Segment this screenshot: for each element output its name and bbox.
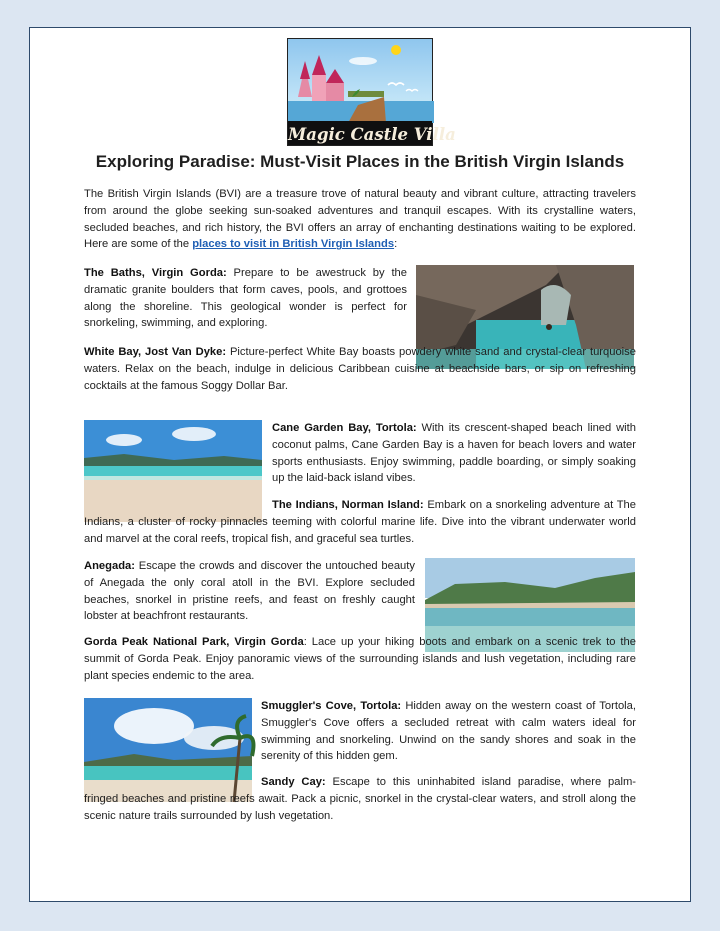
intro-text: The British Virgin Islands (BVI) are a treasure trove of natural beauty and vibrant culture, attracting travelers from around the globe seeking sun-soaked adventures and tranquil escapes. With its crystalline waters, secluded beaches, and rich history, the BVI offers an array of enchanting destinations waiting to be explored. Here are some of the (84, 188, 636, 251)
place-description: Embark on a snorkeling adventure at The Indians, a cluster of rocky pinnacles teeming with colorful marine life. Dive into the vibrant underwater world and marvel at the coral reefs, tropical fish, and graceful sea turtles. (84, 499, 636, 545)
place-name: The Baths, Virgin Gorda: (84, 267, 227, 279)
place-name: Anegada: (84, 560, 135, 572)
place-sandy-cay (84, 774, 636, 824)
place-name: Smuggler's Cove, Tortola: (261, 700, 402, 712)
place-smugglers-cove (261, 698, 636, 765)
magic-castle-villa-logo (287, 38, 456, 146)
place-description: Escape the crowds and discover the untouched beauty of Anegada the only coral atoll in the BVI. Explore secluded beaches, snorkel in pristine reefs, and feast on freshly caught lobster at beachfront restaurants. (84, 560, 415, 623)
intro-paragraph (84, 186, 636, 253)
place-description: Prepare to be awestruck by the dramatic granite boulders that form caves, pools, and grottoes along the shoreline. This geological wonder is perfect for snorkeling, swimming, and exploring. (84, 267, 407, 330)
place-name: White Bay, Jost Van Dyke: (84, 346, 227, 358)
place-description: With its crescent-shaped beach lined with coconut palms, Cane Garden Bay is a haven for beach lovers and water sports enthusiasts. Enjoy swimming, paddle boarding, or simply soaking up the laid-back island vibes. (272, 422, 636, 485)
place-cane-garden-bay (272, 420, 636, 487)
page-title: Exploring Paradise: Must-Visit Places in the British Virgin Islands (95, 152, 625, 171)
place-anegada (84, 558, 415, 625)
place-the-baths (84, 265, 407, 332)
place-name: The Indians, Norman Island: (272, 499, 424, 511)
place-description: : Lace up your hiking boots and embark on a scenic trek to the summit of Gorda Peak. Enjoy panoramic views of the surrounding islands and lush vegetation, including rare plant species endemic to the area. (84, 636, 636, 682)
place-name: Gorda Peak National Park, Virgin Gorda (84, 636, 304, 648)
place-white-bay (84, 344, 636, 394)
place-the-indians (84, 497, 636, 547)
place-description: Hidden away on the western coast of Tortola, Smuggler's Cove offers a secluded retreat with calm waters ideal for swimming and snorkeling. Unwind on the sandy shores and soak in the serenity of this hidden gem. (261, 700, 636, 763)
intro-end: : (394, 238, 398, 251)
place-name: Cane Garden Bay, Tortola: (272, 422, 417, 434)
place-gorda-peak (84, 634, 636, 684)
place-description: Escape to this uninhabited island paradise, where palm-fringed beaches and pristine reefs await. Pack a picnic, snorkel in the crystal-clear waters, and stroll along the scenic nature trails surrounded by lush vegetation. (84, 776, 636, 822)
place-description: Picture-perfect White Bay boasts powdery white sand and crystal-clear turquoise waters. Relax on the beach, indulge in delicious Caribbean cuisine at beachside bars, or sip on refreshing cocktails at the famous Soggy Dollar Bar. (84, 346, 636, 392)
place-name: Sandy Cay: (261, 776, 326, 788)
logo-text: Magic Castle Villa (288, 125, 456, 144)
places-to-visit-link[interactable]: places to visit in British Virgin Islands (192, 238, 395, 251)
